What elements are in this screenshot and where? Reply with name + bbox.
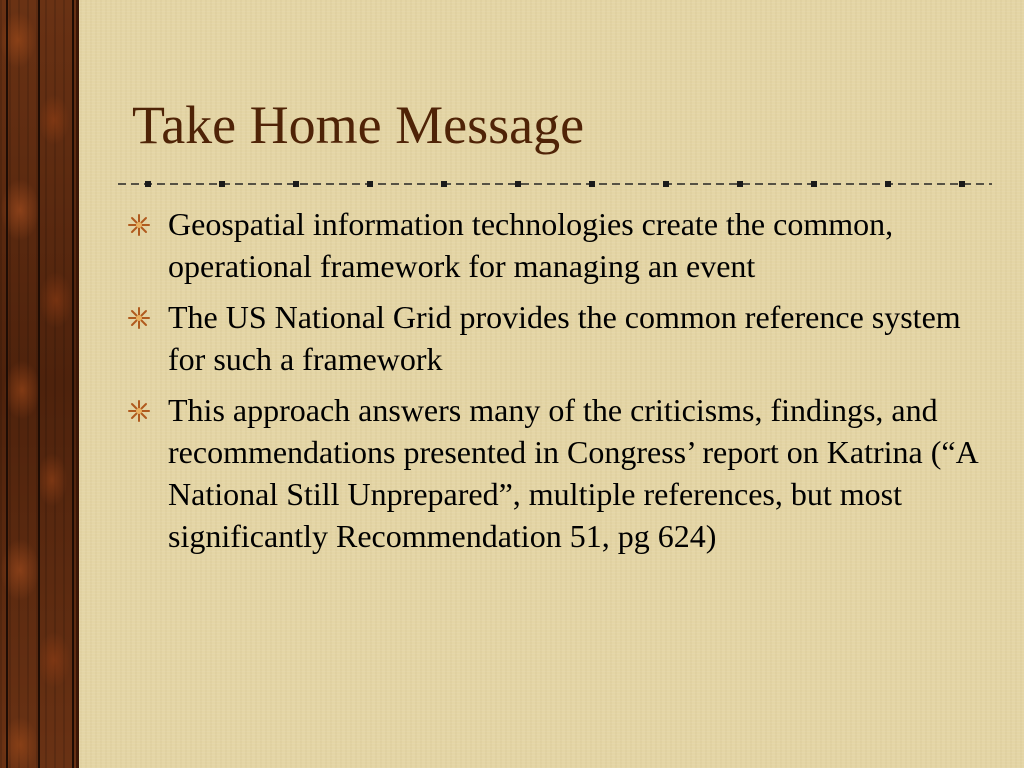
divider-marker [589, 181, 595, 187]
decorative-sidebar [0, 0, 76, 768]
divider-marker [145, 181, 151, 187]
starburst-icon [128, 307, 150, 329]
divider-marker [219, 181, 225, 187]
bullet-item [128, 203, 978, 287]
sidebar-rule [72, 0, 74, 768]
title-divider [118, 176, 992, 192]
bullet-text: This approach answers many of the criticisms, findings, and recommendations presented in Congress’ report on Katrina (“A National Still Unprepared”, multiple references, but most significantly Recommendation 51, pg 624) [168, 392, 977, 554]
starburst-icon [128, 214, 150, 236]
divider-marker [367, 181, 373, 187]
bullet-list [128, 203, 978, 566]
divider-marker [885, 181, 891, 187]
divider-marker [515, 181, 521, 187]
bullet-item [128, 389, 978, 557]
sidebar-edge [76, 0, 79, 768]
divider-marker [737, 181, 743, 187]
divider-marker [441, 181, 447, 187]
bullet-text: Geospatial information technologies create the common, operational framework for managing an event [168, 206, 894, 284]
bullet-item [128, 296, 978, 380]
divider-marker [811, 181, 817, 187]
slide-title: Take Home Message [132, 95, 585, 155]
divider-marker [959, 181, 965, 187]
divider-marker [293, 181, 299, 187]
divider-marker [663, 181, 669, 187]
bullet-text: The US National Grid provides the common reference system for such a framework [168, 299, 961, 377]
sidebar-rule [38, 0, 40, 768]
starburst-icon [128, 400, 150, 422]
sidebar-rule [6, 0, 8, 768]
